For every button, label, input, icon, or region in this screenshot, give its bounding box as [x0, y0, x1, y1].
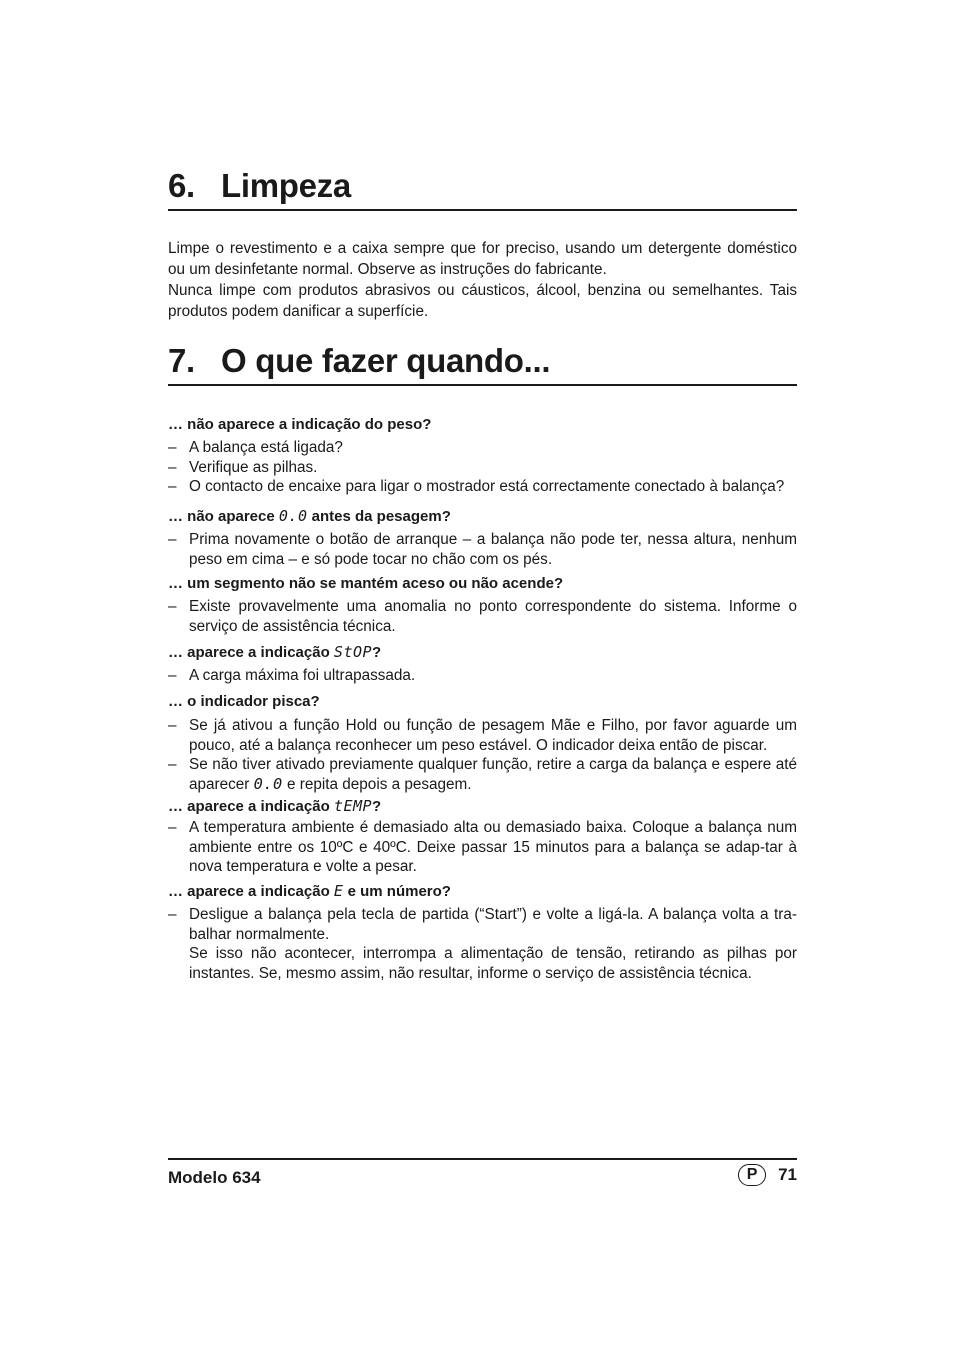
answer-list	[168, 530, 797, 569]
list-item: – A balança está ligada?	[168, 439, 343, 456]
question-block-3	[168, 574, 797, 636]
question-block-1	[168, 415, 797, 497]
question-title: … aparece a indicação E e um número?	[168, 882, 451, 900]
question-title: … não aparece 0.0 antes da pesagem?	[168, 507, 451, 525]
answer-list	[168, 438, 797, 497]
footer-right	[738, 1164, 797, 1186]
question-title: … não aparece a indicação do peso?	[168, 416, 432, 433]
language-badge: P	[738, 1164, 766, 1186]
section-6-heading	[168, 166, 797, 211]
question-title: … o indicador pisca?	[168, 693, 320, 710]
section-7-title: O que fazer quando...	[221, 342, 551, 379]
page-footer	[168, 1158, 797, 1187]
question-block-6	[168, 796, 797, 877]
page-number: 71	[778, 1165, 797, 1184]
list-item: – Verifique as pilhas.	[168, 458, 318, 476]
question-title: … um segmento não se mantém aceso ou não acende?	[168, 575, 564, 592]
question-block-7	[168, 881, 797, 983]
section-6-title: Limpeza	[221, 167, 351, 204]
display-readout: StOP	[333, 643, 373, 661]
question-block-2	[168, 506, 797, 569]
list-item: – Desligue a balança pela tecla de partida (“Start”) e volte a ligá-la. A balança volta a tra-balhar normalmente. Se isso não acontecer, interrompa a alimentação de tensão, retirando as pilhas por instantes. Se, mesmo assim, não resultar, informe o serviço de assistência técnica.	[168, 906, 797, 982]
display-readout: 0.0	[253, 774, 283, 793]
answer-list	[168, 597, 797, 636]
section-6-number: 6.	[168, 167, 195, 204]
list-item: – O contacto de encaixe para ligar o mostrador está correctamente conectado à balança?	[168, 478, 785, 496]
question-block-5	[168, 692, 797, 794]
section-6-paragraph-1: Limpe o revestimento e a caixa sempre que for preciso, usando um detergente doméstico ou um desinfetante normal. Observe as instruções do fabricante.	[168, 240, 797, 278]
question-block-4	[168, 642, 797, 686]
section-6-body	[168, 238, 797, 322]
answer-list	[168, 818, 797, 877]
display-readout: E	[333, 882, 344, 900]
question-title: … aparece a indicação StOP?	[168, 643, 382, 661]
list-item: – Existe provavelmente uma anomalia no ponto correspondente do sistema. Informe o serviço de assistência técnica.	[168, 598, 797, 635]
list-item: – Prima novamente o botão de arranque – a balança não pode ter, nessa altura, nenhum peso em cima – e só pode tocar no chão com os pés.	[168, 531, 797, 568]
list-item: – Se não tiver ativado previamente qualquer função, retire a carga da balança e espere até aparecer 0.0 e repita depois a pesagem.	[168, 756, 797, 793]
model-name: Modelo 634	[168, 1168, 261, 1187]
answer-list	[168, 716, 797, 794]
section-7-number: 7.	[168, 342, 195, 379]
answer-list	[168, 905, 797, 983]
display-readout: 0.0	[278, 507, 308, 525]
answer-list	[168, 666, 797, 686]
section-6-paragraph-2: Nunca limpe com produtos abrasivos ou cáusticos, álcool, benzina ou semelhantes. Tais produtos podem danificar a superfície.	[168, 282, 797, 320]
section-7-heading	[168, 341, 797, 386]
question-title: … aparece a indicação tEMP?	[168, 797, 382, 815]
list-item: – A temperatura ambiente é demasiado alta ou demasiado baixa. Coloque a balança num ambiente entre os 10ºC e 40ºC. Deixe passar 15 minutos para a balança se adap-tar à nova temperatura e volte a pesar.	[168, 819, 797, 876]
display-readout: tEMP	[333, 797, 373, 815]
list-item: – A carga máxima foi ultrapassada.	[168, 667, 416, 684]
list-item: – Se já ativou a função Hold ou função de pesagem Mãe e Filho, por favor aguarde um pouco, até a balança reconhecer um peso estável. O indicador deixa então de piscar.	[168, 717, 797, 754]
